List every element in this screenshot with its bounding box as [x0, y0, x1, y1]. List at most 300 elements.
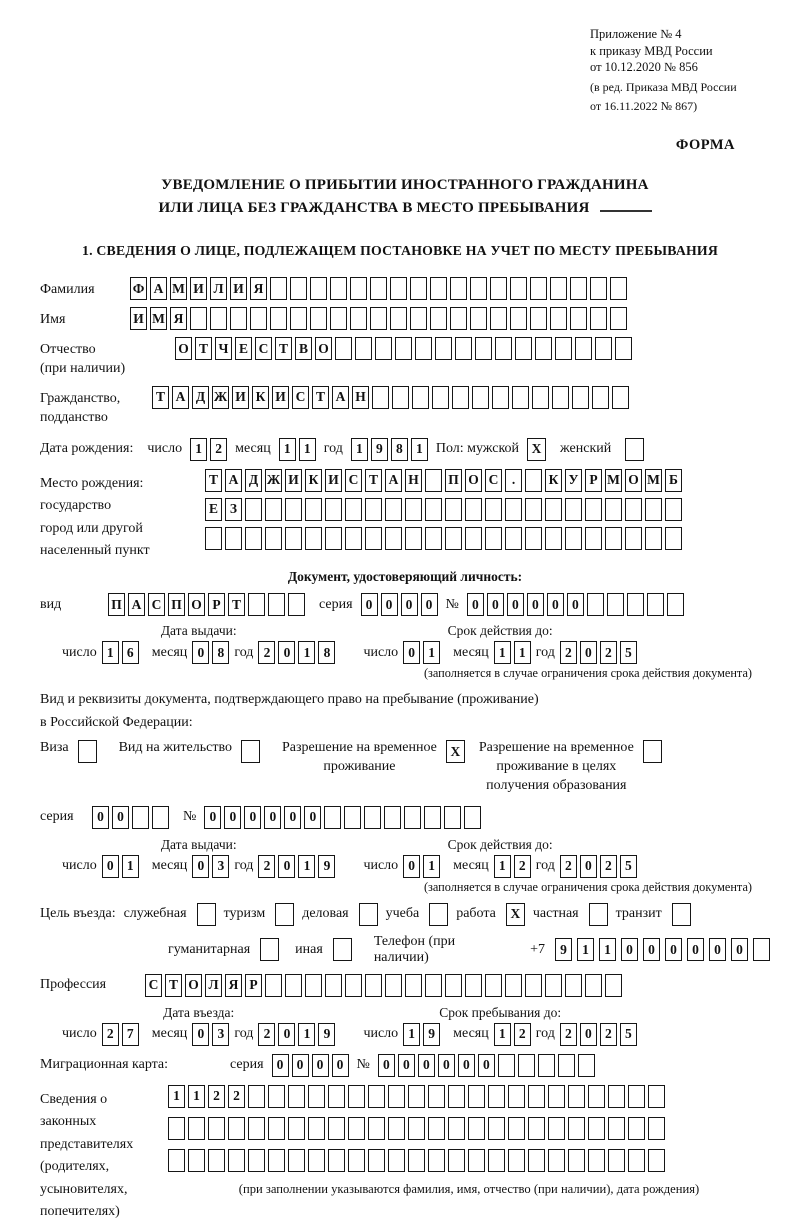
- char-box[interactable]: [395, 337, 412, 360]
- char-box[interactable]: 1: [494, 855, 511, 878]
- char-box[interactable]: Т: [152, 386, 169, 409]
- char-box[interactable]: [435, 337, 452, 360]
- char-box[interactable]: [415, 337, 432, 360]
- char-box[interactable]: О: [188, 593, 205, 616]
- char-box[interactable]: [538, 1054, 555, 1077]
- char-box[interactable]: [608, 1085, 625, 1108]
- char-box[interactable]: [388, 1149, 405, 1172]
- char-box[interactable]: [152, 806, 169, 829]
- char-box[interactable]: [545, 974, 562, 997]
- char-box[interactable]: В: [295, 337, 312, 360]
- char-box[interactable]: Д: [245, 469, 262, 492]
- char-box[interactable]: [270, 307, 287, 330]
- char-box[interactable]: [408, 1117, 425, 1140]
- char-box[interactable]: [168, 1149, 185, 1172]
- char-box[interactable]: 1: [403, 1023, 420, 1046]
- char-box[interactable]: С: [345, 469, 362, 492]
- char-box[interactable]: [485, 498, 502, 521]
- char-box[interactable]: [333, 938, 352, 961]
- char-box[interactable]: [515, 337, 532, 360]
- char-box[interactable]: [505, 498, 522, 521]
- char-box[interactable]: 1: [102, 641, 119, 664]
- char-box[interactable]: [285, 527, 302, 550]
- char-box[interactable]: [505, 527, 522, 550]
- char-box[interactable]: А: [172, 386, 189, 409]
- char-box[interactable]: 0: [284, 806, 301, 829]
- char-box[interactable]: [288, 1149, 305, 1172]
- char-box[interactable]: 0: [403, 641, 420, 664]
- char-box[interactable]: [348, 1085, 365, 1108]
- char-box[interactable]: [610, 307, 627, 330]
- char-box[interactable]: [408, 1149, 425, 1172]
- char-box[interactable]: [404, 806, 421, 829]
- char-box[interactable]: [330, 307, 347, 330]
- char-box[interactable]: [535, 337, 552, 360]
- char-box[interactable]: А: [225, 469, 242, 492]
- char-box[interactable]: [643, 740, 662, 763]
- char-box[interactable]: [445, 527, 462, 550]
- char-box[interactable]: [592, 386, 609, 409]
- char-box[interactable]: [605, 527, 622, 550]
- char-box[interactable]: X: [527, 438, 546, 461]
- char-box[interactable]: [450, 307, 467, 330]
- char-box[interactable]: [568, 1149, 585, 1172]
- char-box[interactable]: [648, 1117, 665, 1140]
- char-box[interactable]: [565, 974, 582, 997]
- char-box[interactable]: [589, 903, 608, 926]
- char-box[interactable]: О: [185, 974, 202, 997]
- char-box[interactable]: 0: [401, 593, 418, 616]
- char-box[interactable]: Я: [170, 307, 187, 330]
- char-box[interactable]: [610, 277, 627, 300]
- char-box[interactable]: [485, 527, 502, 550]
- char-box[interactable]: 0: [580, 1023, 597, 1046]
- char-box[interactable]: [508, 1149, 525, 1172]
- char-box[interactable]: [388, 1117, 405, 1140]
- char-box[interactable]: [475, 337, 492, 360]
- char-box[interactable]: [310, 307, 327, 330]
- char-box[interactable]: 0: [292, 1054, 309, 1077]
- char-box[interactable]: М: [645, 469, 662, 492]
- char-box[interactable]: [625, 527, 642, 550]
- char-box[interactable]: [452, 386, 469, 409]
- char-box[interactable]: М: [170, 277, 187, 300]
- char-box[interactable]: [525, 469, 542, 492]
- char-box[interactable]: [132, 806, 149, 829]
- char-box[interactable]: [425, 469, 442, 492]
- char-box[interactable]: [268, 1149, 285, 1172]
- char-box[interactable]: [288, 1085, 305, 1108]
- char-box[interactable]: [188, 1117, 205, 1140]
- char-box[interactable]: [648, 1149, 665, 1172]
- char-box[interactable]: 0: [547, 593, 564, 616]
- char-box[interactable]: [308, 1149, 325, 1172]
- char-box[interactable]: 0: [244, 806, 261, 829]
- char-box[interactable]: 0: [478, 1054, 495, 1077]
- char-box[interactable]: 0: [403, 855, 420, 878]
- char-box[interactable]: [308, 1085, 325, 1108]
- char-box[interactable]: [490, 277, 507, 300]
- char-box[interactable]: [350, 277, 367, 300]
- char-box[interactable]: [285, 974, 302, 997]
- char-box[interactable]: 2: [560, 855, 577, 878]
- char-box[interactable]: [612, 386, 629, 409]
- char-box[interactable]: .: [505, 469, 522, 492]
- char-box[interactable]: [260, 938, 279, 961]
- char-box[interactable]: [268, 1085, 285, 1108]
- char-box[interactable]: Б: [665, 469, 682, 492]
- char-box[interactable]: [445, 498, 462, 521]
- char-box[interactable]: [590, 277, 607, 300]
- char-box[interactable]: 0: [687, 938, 704, 961]
- char-box[interactable]: О: [315, 337, 332, 360]
- char-box[interactable]: И: [272, 386, 289, 409]
- char-box[interactable]: 0: [192, 855, 209, 878]
- char-box[interactable]: [465, 527, 482, 550]
- char-box[interactable]: 3: [212, 855, 229, 878]
- char-box[interactable]: [628, 1085, 645, 1108]
- char-box[interactable]: [485, 974, 502, 997]
- char-box[interactable]: [605, 974, 622, 997]
- char-box[interactable]: [425, 527, 442, 550]
- char-box[interactable]: 0: [567, 593, 584, 616]
- char-box[interactable]: 2: [560, 641, 577, 664]
- char-box[interactable]: [465, 974, 482, 997]
- char-box[interactable]: 0: [381, 593, 398, 616]
- char-box[interactable]: [510, 277, 527, 300]
- char-box[interactable]: [445, 974, 462, 997]
- char-box[interactable]: 1: [298, 641, 315, 664]
- char-box[interactable]: 1: [494, 1023, 511, 1046]
- char-box[interactable]: [468, 1085, 485, 1108]
- char-box[interactable]: [268, 1117, 285, 1140]
- char-box[interactable]: 1: [599, 938, 616, 961]
- char-box[interactable]: С: [485, 469, 502, 492]
- char-box[interactable]: [288, 1117, 305, 1140]
- char-box[interactable]: [370, 307, 387, 330]
- char-box[interactable]: [468, 1149, 485, 1172]
- char-box[interactable]: 0: [458, 1054, 475, 1077]
- char-box[interactable]: 0: [192, 641, 209, 664]
- char-box[interactable]: [390, 307, 407, 330]
- char-box[interactable]: М: [605, 469, 622, 492]
- char-box[interactable]: [328, 1117, 345, 1140]
- char-box[interactable]: [290, 277, 307, 300]
- char-box[interactable]: И: [285, 469, 302, 492]
- char-box[interactable]: [625, 438, 644, 461]
- char-box[interactable]: [285, 498, 302, 521]
- char-box[interactable]: [424, 806, 441, 829]
- char-box[interactable]: [528, 1149, 545, 1172]
- char-box[interactable]: 2: [600, 1023, 617, 1046]
- char-box[interactable]: [568, 1085, 585, 1108]
- char-box[interactable]: [665, 498, 682, 521]
- char-box[interactable]: А: [332, 386, 349, 409]
- char-box[interactable]: [512, 386, 529, 409]
- char-box[interactable]: [605, 498, 622, 521]
- char-box[interactable]: [625, 498, 642, 521]
- char-box[interactable]: Л: [210, 277, 227, 300]
- char-box[interactable]: [168, 1117, 185, 1140]
- char-box[interactable]: 1: [190, 438, 207, 461]
- char-box[interactable]: 9: [555, 938, 572, 961]
- char-box[interactable]: И: [325, 469, 342, 492]
- char-box[interactable]: 9: [318, 1023, 335, 1046]
- char-box[interactable]: [241, 740, 260, 763]
- char-box[interactable]: Т: [195, 337, 212, 360]
- char-box[interactable]: [385, 974, 402, 997]
- char-box[interactable]: [245, 527, 262, 550]
- char-box[interactable]: 0: [332, 1054, 349, 1077]
- char-box[interactable]: 0: [398, 1054, 415, 1077]
- char-box[interactable]: К: [305, 469, 322, 492]
- char-box[interactable]: [197, 903, 216, 926]
- char-box[interactable]: [328, 1085, 345, 1108]
- char-box[interactable]: [388, 1085, 405, 1108]
- char-box[interactable]: Д: [192, 386, 209, 409]
- char-box[interactable]: [665, 527, 682, 550]
- char-box[interactable]: 2: [560, 1023, 577, 1046]
- char-box[interactable]: 0: [438, 1054, 455, 1077]
- char-box[interactable]: [628, 1117, 645, 1140]
- char-box[interactable]: Ж: [212, 386, 229, 409]
- char-box[interactable]: Я: [225, 974, 242, 997]
- char-box[interactable]: Ж: [265, 469, 282, 492]
- char-box[interactable]: [518, 1054, 535, 1077]
- char-box[interactable]: [265, 974, 282, 997]
- char-box[interactable]: [250, 307, 267, 330]
- char-box[interactable]: [645, 527, 662, 550]
- char-box[interactable]: 1: [577, 938, 594, 961]
- char-box[interactable]: [465, 498, 482, 521]
- char-box[interactable]: [348, 1117, 365, 1140]
- char-box[interactable]: 7: [122, 1023, 139, 1046]
- char-box[interactable]: 8: [318, 641, 335, 664]
- char-box[interactable]: [608, 1149, 625, 1172]
- char-box[interactable]: 0: [731, 938, 748, 961]
- char-box[interactable]: [558, 1054, 575, 1077]
- char-box[interactable]: [405, 527, 422, 550]
- char-box[interactable]: 2: [514, 855, 531, 878]
- char-box[interactable]: 0: [467, 593, 484, 616]
- char-box[interactable]: П: [168, 593, 185, 616]
- char-box[interactable]: 6: [122, 641, 139, 664]
- char-box[interactable]: [305, 527, 322, 550]
- char-box[interactable]: [607, 593, 624, 616]
- char-box[interactable]: [510, 307, 527, 330]
- char-box[interactable]: [753, 938, 770, 961]
- char-box[interactable]: [270, 277, 287, 300]
- char-box[interactable]: [565, 527, 582, 550]
- char-box[interactable]: 0: [418, 1054, 435, 1077]
- char-box[interactable]: [210, 307, 227, 330]
- char-box[interactable]: [430, 277, 447, 300]
- char-box[interactable]: [230, 307, 247, 330]
- char-box[interactable]: [525, 527, 542, 550]
- char-box[interactable]: 1: [279, 438, 296, 461]
- char-box[interactable]: [350, 307, 367, 330]
- char-box[interactable]: [78, 740, 97, 763]
- char-box[interactable]: [667, 593, 684, 616]
- char-box[interactable]: 2: [102, 1023, 119, 1046]
- char-box[interactable]: [408, 1085, 425, 1108]
- char-box[interactable]: 0: [361, 593, 378, 616]
- char-box[interactable]: [627, 593, 644, 616]
- char-box[interactable]: [245, 498, 262, 521]
- char-box[interactable]: [425, 974, 442, 997]
- char-box[interactable]: 5: [620, 855, 637, 878]
- char-box[interactable]: Р: [585, 469, 602, 492]
- char-box[interactable]: [429, 903, 448, 926]
- char-box[interactable]: [470, 307, 487, 330]
- char-box[interactable]: [405, 974, 422, 997]
- char-box[interactable]: [348, 1149, 365, 1172]
- char-box[interactable]: [455, 337, 472, 360]
- char-box[interactable]: [372, 386, 389, 409]
- char-box[interactable]: [470, 277, 487, 300]
- char-box[interactable]: 1: [168, 1085, 185, 1108]
- char-box[interactable]: [410, 307, 427, 330]
- char-box[interactable]: Ч: [215, 337, 232, 360]
- char-box[interactable]: [464, 806, 481, 829]
- char-box[interactable]: 0: [278, 1023, 295, 1046]
- char-box[interactable]: [595, 337, 612, 360]
- char-box[interactable]: 2: [600, 641, 617, 664]
- char-box[interactable]: [648, 1085, 665, 1108]
- char-box[interactable]: Т: [228, 593, 245, 616]
- char-box[interactable]: [345, 498, 362, 521]
- char-box[interactable]: 8: [391, 438, 408, 461]
- char-box[interactable]: 0: [580, 855, 597, 878]
- char-box[interactable]: 2: [258, 855, 275, 878]
- char-box[interactable]: [225, 527, 242, 550]
- char-box[interactable]: Н: [405, 469, 422, 492]
- char-box[interactable]: 9: [371, 438, 388, 461]
- char-box[interactable]: [385, 498, 402, 521]
- char-box[interactable]: [645, 498, 662, 521]
- char-box[interactable]: 0: [378, 1054, 395, 1077]
- char-box[interactable]: [508, 1117, 525, 1140]
- char-box[interactable]: [305, 498, 322, 521]
- char-box[interactable]: 5: [620, 1023, 637, 1046]
- char-box[interactable]: И: [230, 277, 247, 300]
- char-box[interactable]: [590, 307, 607, 330]
- char-box[interactable]: 5: [620, 641, 637, 664]
- char-box[interactable]: Р: [208, 593, 225, 616]
- char-box[interactable]: [305, 974, 322, 997]
- char-box[interactable]: X: [446, 740, 465, 763]
- char-box[interactable]: [565, 498, 582, 521]
- char-box[interactable]: 0: [272, 1054, 289, 1077]
- char-box[interactable]: [344, 806, 361, 829]
- char-box[interactable]: З: [225, 498, 242, 521]
- char-box[interactable]: [588, 1117, 605, 1140]
- char-box[interactable]: [390, 277, 407, 300]
- char-box[interactable]: [498, 1054, 515, 1077]
- char-box[interactable]: [548, 1149, 565, 1172]
- char-box[interactable]: [428, 1149, 445, 1172]
- char-box[interactable]: [525, 974, 542, 997]
- char-box[interactable]: Л: [205, 974, 222, 997]
- char-box[interactable]: [365, 498, 382, 521]
- char-box[interactable]: [550, 277, 567, 300]
- char-box[interactable]: [205, 527, 222, 550]
- char-box[interactable]: [248, 1117, 265, 1140]
- char-box[interactable]: 0: [278, 641, 295, 664]
- char-box[interactable]: 0: [278, 855, 295, 878]
- char-box[interactable]: С: [148, 593, 165, 616]
- char-box[interactable]: 0: [527, 593, 544, 616]
- char-box[interactable]: 2: [258, 1023, 275, 1046]
- char-box[interactable]: 2: [600, 855, 617, 878]
- char-box[interactable]: [448, 1117, 465, 1140]
- char-box[interactable]: [570, 307, 587, 330]
- char-box[interactable]: [428, 1117, 445, 1140]
- char-box[interactable]: 1: [298, 855, 315, 878]
- char-box[interactable]: [275, 903, 294, 926]
- char-box[interactable]: А: [128, 593, 145, 616]
- char-box[interactable]: [325, 498, 342, 521]
- char-box[interactable]: О: [625, 469, 642, 492]
- char-box[interactable]: [545, 527, 562, 550]
- char-box[interactable]: У: [565, 469, 582, 492]
- char-box[interactable]: [608, 1117, 625, 1140]
- char-box[interactable]: [555, 337, 572, 360]
- char-box[interactable]: 0: [264, 806, 281, 829]
- char-box[interactable]: [550, 307, 567, 330]
- char-box[interactable]: 1: [423, 855, 440, 878]
- char-box[interactable]: [570, 277, 587, 300]
- char-box[interactable]: 1: [423, 641, 440, 664]
- char-box[interactable]: 1: [299, 438, 316, 461]
- char-box[interactable]: [325, 974, 342, 997]
- char-box[interactable]: Е: [205, 498, 222, 521]
- char-box[interactable]: [647, 593, 664, 616]
- char-box[interactable]: 0: [421, 593, 438, 616]
- char-box[interactable]: И: [232, 386, 249, 409]
- char-box[interactable]: 9: [318, 855, 335, 878]
- char-box[interactable]: 2: [514, 1023, 531, 1046]
- char-box[interactable]: [444, 806, 461, 829]
- char-box[interactable]: 8: [212, 641, 229, 664]
- char-box[interactable]: [488, 1149, 505, 1172]
- char-box[interactable]: [425, 498, 442, 521]
- char-box[interactable]: Т: [365, 469, 382, 492]
- char-box[interactable]: [525, 498, 542, 521]
- char-box[interactable]: 1: [514, 641, 531, 664]
- char-box[interactable]: [568, 1117, 585, 1140]
- char-box[interactable]: 0: [224, 806, 241, 829]
- char-box[interactable]: 1: [411, 438, 428, 461]
- char-box[interactable]: [492, 386, 509, 409]
- char-box[interactable]: [208, 1117, 225, 1140]
- char-box[interactable]: [672, 903, 691, 926]
- char-box[interactable]: [628, 1149, 645, 1172]
- char-box[interactable]: 0: [204, 806, 221, 829]
- char-box[interactable]: 0: [304, 806, 321, 829]
- char-box[interactable]: К: [252, 386, 269, 409]
- char-box[interactable]: А: [385, 469, 402, 492]
- char-box[interactable]: [375, 337, 392, 360]
- char-box[interactable]: [495, 337, 512, 360]
- char-box[interactable]: [365, 527, 382, 550]
- char-box[interactable]: И: [130, 307, 147, 330]
- char-box[interactable]: [552, 386, 569, 409]
- char-box[interactable]: 1: [494, 641, 511, 664]
- char-box[interactable]: [528, 1117, 545, 1140]
- char-box[interactable]: [585, 498, 602, 521]
- char-box[interactable]: 2: [208, 1085, 225, 1108]
